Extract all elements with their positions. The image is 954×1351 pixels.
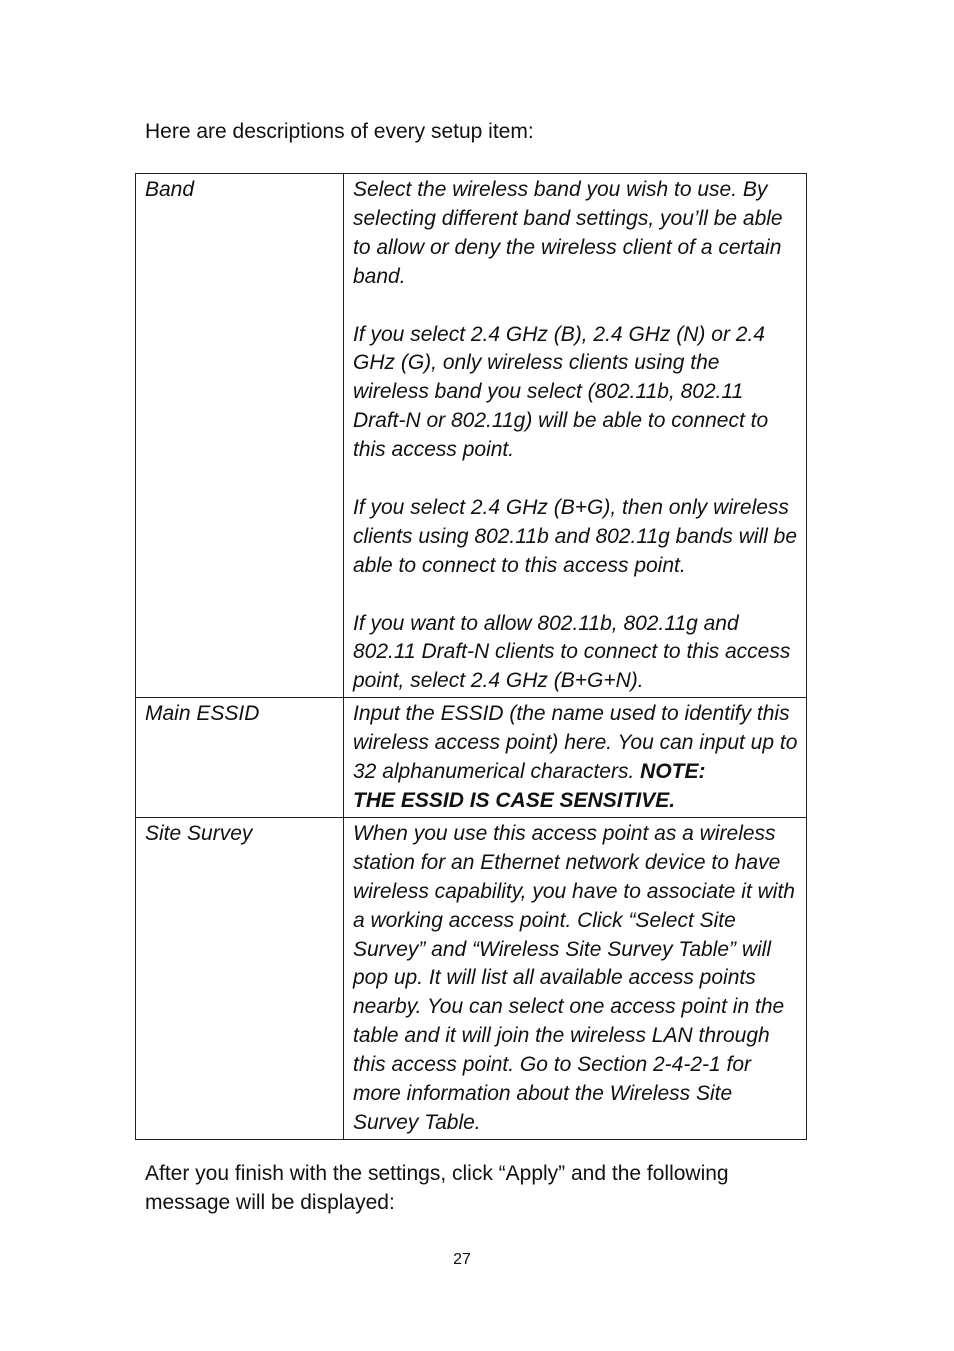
essid-note-label: NOTE:	[640, 760, 706, 784]
setting-label-main-essid: Main ESSID	[136, 698, 344, 818]
band-description-paragraph: If you select 2.4 GHz (B), 2.4 GHz (N) or 2.4 GHz (G), only wireless clients using the wireless band you select (802.11b, 802.11 Draft-N or 802.11g) will be able to connect to this access point.	[353, 322, 769, 462]
outro-text: After you finish with the settings, click “Apply” and the following message will be displayed:	[145, 1162, 729, 1214]
intro-text: Here are descriptions of every setup item:	[145, 120, 534, 143]
table-row-main-essid	[136, 698, 807, 818]
table-row-site-survey	[136, 817, 807, 1139]
band-description-paragraph: Select the wireless band you wish to use. By selecting different band settings, you’ll be able to allow or deny the wireless client of a certain band.	[353, 178, 783, 288]
table-row-band	[136, 174, 807, 698]
essid-note-text: THE ESSID IS CASE SENSITIVE.	[353, 788, 676, 812]
setting-label-site-survey: Site Survey	[136, 817, 344, 1139]
page-number: 27	[453, 1251, 471, 1268]
essid-description-text: Input the ESSID (the name used to identify this wireless access point) here. You can input up to 32 alphanumerical characters.	[353, 702, 798, 784]
band-description-paragraph: If you select 2.4 GHz (B+G), then only wireless clients using 802.11b and 802.11g bands will be able to connect to this access point.	[353, 495, 798, 577]
setting-label-band: Band	[136, 174, 344, 698]
settings-description-table	[135, 173, 807, 1140]
setting-description-site-survey: When you use this access point as a wireless station for an Ethernet network device to have wireless capability, you have to associate it with a working access point. Click “Select Site Survey” and “Wireless Site Survey Table” will pop up. It will list all available access points nearby. You can select one access point in the table and it will join the wireless LAN through this access point. Go to Section 2-4-2-1 for more information about the Wireless Site Survey Table.	[344, 817, 807, 1139]
band-description-paragraph: If you want to allow 802.11b, 802.11g and 802.11 Draft-N clients to connect to this access point, select 2.4 GHz (B+G+N).	[353, 611, 791, 693]
setting-description-band	[344, 174, 807, 698]
setting-description-main-essid	[344, 698, 807, 818]
